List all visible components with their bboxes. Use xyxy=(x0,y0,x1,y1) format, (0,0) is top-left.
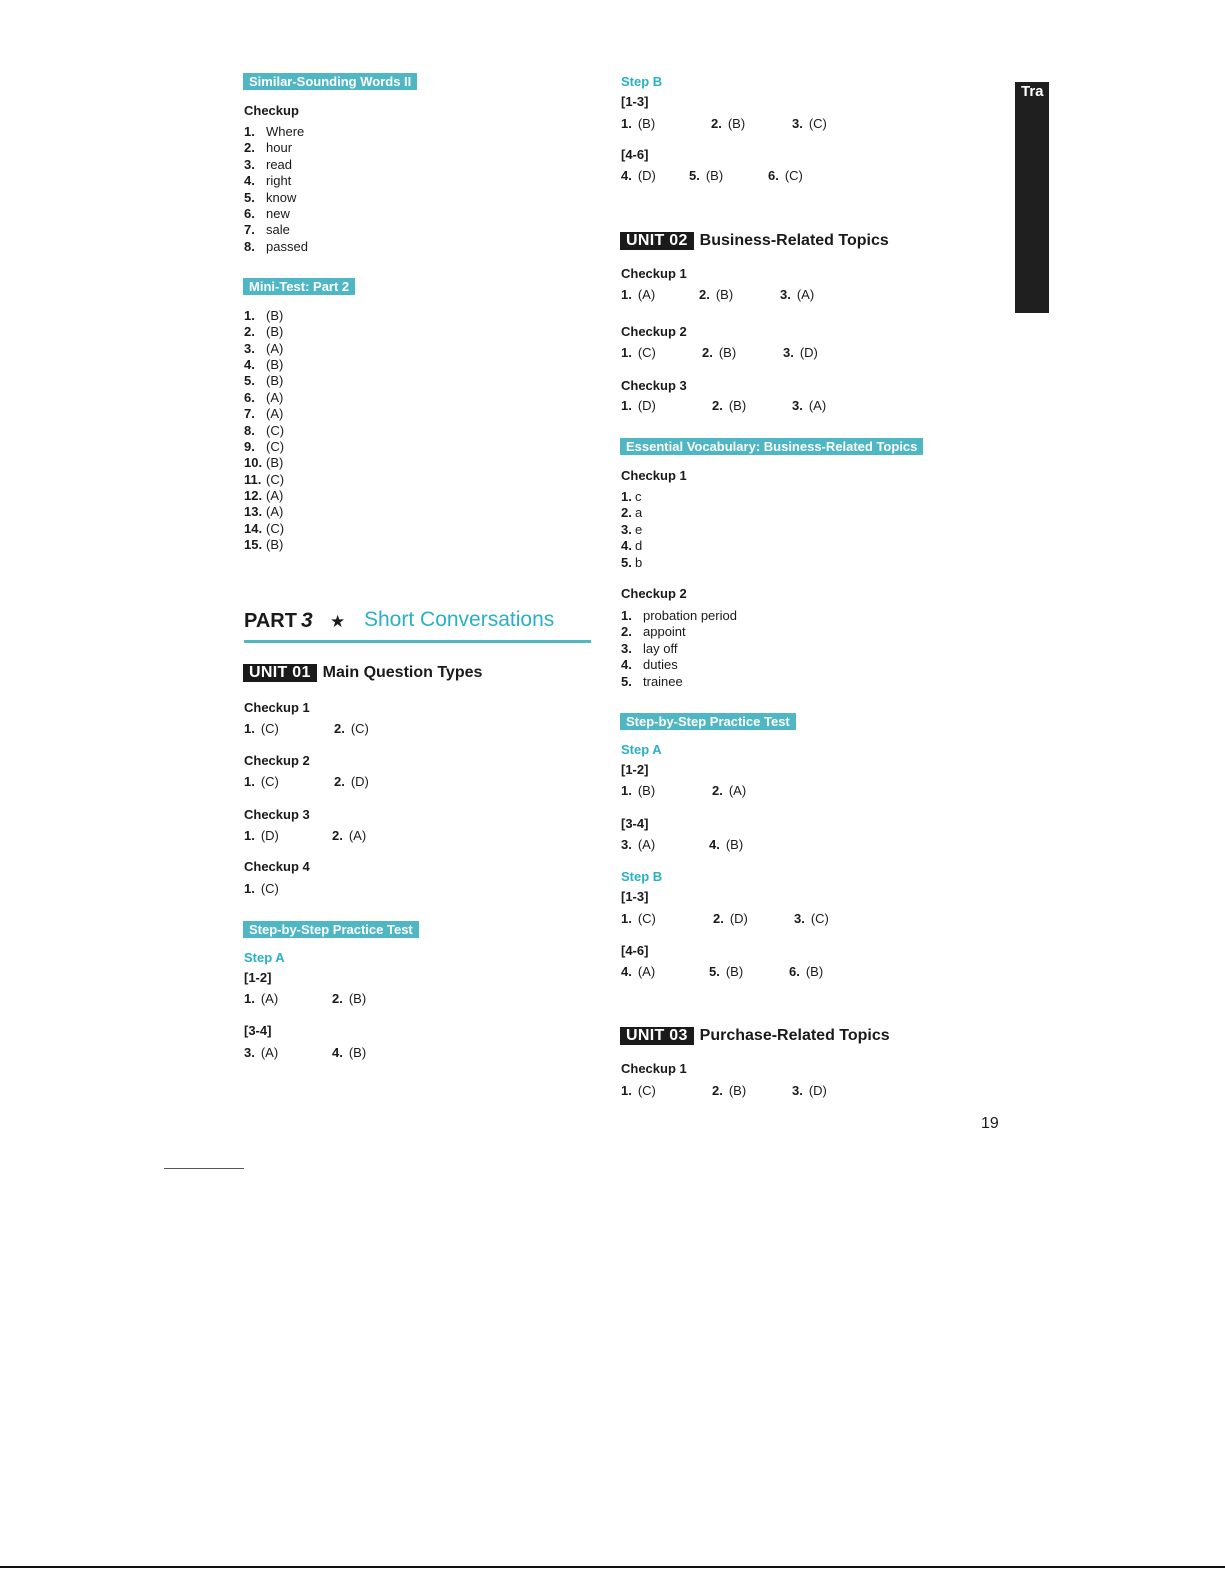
side-tab-label: Tra xyxy=(1021,83,1044,100)
answer-cell xyxy=(332,828,366,843)
list-item xyxy=(244,472,284,487)
answer-value: (C) xyxy=(260,774,279,789)
answer-value: (D) xyxy=(637,398,656,413)
item-value: (B) xyxy=(266,308,284,323)
answer-value: (B) xyxy=(718,345,737,360)
unit-01-title: Main Question Types xyxy=(322,664,483,681)
item-number: 6. xyxy=(244,389,255,405)
item-number: 1. xyxy=(244,308,255,323)
answer-number: 2. xyxy=(332,828,343,843)
item-number: 1. xyxy=(244,124,255,139)
vocab-checkup2-heading: Checkup 2 xyxy=(621,586,687,601)
answer-cell xyxy=(621,168,656,183)
answer-cell xyxy=(712,1083,746,1098)
item-number: 4. xyxy=(244,173,255,189)
answer-value: (C) xyxy=(350,721,369,736)
answer-cell xyxy=(621,116,655,131)
answer-number: 5. xyxy=(689,168,700,183)
u1-checkup3-heading: Checkup 3 xyxy=(244,807,310,822)
answer-value: (C) xyxy=(637,1083,656,1098)
item-value: (A) xyxy=(266,487,284,503)
item-value: (B) xyxy=(266,373,284,389)
answer-cell xyxy=(780,287,814,302)
list-item xyxy=(244,124,304,139)
answer-value: (A) xyxy=(260,1045,279,1060)
list-item xyxy=(244,190,296,205)
answer-cell xyxy=(712,398,746,413)
list-item xyxy=(244,488,283,503)
answer-value: (B) xyxy=(727,116,746,131)
answer-cell xyxy=(621,1083,656,1098)
answer-cell xyxy=(621,287,655,302)
answer-number: 1. xyxy=(244,881,255,896)
unit-02-title: Business-Related Topics xyxy=(699,232,889,249)
item-number: 8. xyxy=(244,238,255,254)
item-number: 7. xyxy=(244,406,255,422)
item-number: 6. xyxy=(244,206,255,221)
section-label-essential-vocabulary: Essential Vocabulary: Business-Related Topics xyxy=(620,438,923,455)
item-value: e xyxy=(635,521,643,537)
item-number: 3. xyxy=(244,156,255,172)
item-value: know xyxy=(266,189,297,205)
list-item xyxy=(621,555,642,570)
section-label-practice-test-u2: Step-by-Step Practice Test xyxy=(620,713,796,730)
item-number: 2. xyxy=(621,624,632,640)
answer-number: 5. xyxy=(709,964,720,979)
answer-value: (D) xyxy=(260,828,279,843)
list-item xyxy=(244,537,283,552)
item-number: 1. xyxy=(621,489,632,504)
item-value: appoint xyxy=(643,624,686,640)
answer-value: (B) xyxy=(728,1083,747,1098)
star-icon: ★ xyxy=(330,612,346,631)
item-value: new xyxy=(266,206,290,221)
item-value: lay off xyxy=(643,640,678,656)
list-item xyxy=(244,157,292,172)
item-number: 4. xyxy=(621,538,632,554)
list-item xyxy=(621,505,642,520)
answer-value: (D) xyxy=(729,911,748,926)
page-number: 19 xyxy=(981,1115,999,1132)
u1-range-1-2: [1-2] xyxy=(244,970,272,985)
item-number: 10. xyxy=(244,455,263,471)
answer-number: 1. xyxy=(244,721,255,736)
answer-value: (C) xyxy=(260,721,279,736)
item-number: 3. xyxy=(244,340,255,356)
answer-number: 2. xyxy=(334,721,345,736)
answer-number: 2. xyxy=(712,1083,723,1098)
item-number: 2. xyxy=(621,505,632,521)
item-number: 5. xyxy=(244,189,255,205)
item-value: (A) xyxy=(266,504,284,520)
range-4-6-top: [4-6] xyxy=(621,147,649,162)
answer-number: 2. xyxy=(702,345,713,360)
answer-number: 3. xyxy=(780,287,791,302)
list-item xyxy=(621,522,642,537)
item-value: c xyxy=(635,489,642,504)
list-item xyxy=(244,373,283,388)
item-number: 5. xyxy=(621,554,632,570)
u1-checkup2-heading: Checkup 2 xyxy=(244,753,310,768)
answer-cell xyxy=(792,1083,827,1098)
answer-cell xyxy=(712,783,746,798)
item-value: (C) xyxy=(266,422,285,438)
answer-cell xyxy=(621,783,655,798)
u1-checkup4-heading: Checkup 4 xyxy=(244,859,310,874)
item-number: 4. xyxy=(621,657,632,673)
item-number: 4. xyxy=(244,357,255,373)
item-value: d xyxy=(635,538,643,554)
answer-cell xyxy=(621,911,656,926)
item-value: (C) xyxy=(266,520,285,536)
item-value: (A) xyxy=(266,340,284,356)
checkup-heading: Checkup xyxy=(244,103,299,118)
item-number: 1. xyxy=(621,608,632,623)
answer-number: 1. xyxy=(621,287,632,302)
answer-number: 4. xyxy=(621,168,632,183)
item-number: 9. xyxy=(244,438,255,454)
answer-value: (B) xyxy=(715,287,734,302)
page-bottom-edge xyxy=(0,1566,1225,1568)
item-value: right xyxy=(266,173,292,189)
list-item xyxy=(244,140,292,155)
item-value: read xyxy=(266,156,293,172)
footer-divider xyxy=(164,1168,244,1169)
answer-cell xyxy=(621,964,655,979)
item-value: (C) xyxy=(266,438,285,454)
item-number: 2. xyxy=(244,324,255,340)
list-item xyxy=(244,521,284,536)
unit-01-heading xyxy=(243,664,482,682)
item-number: 15. xyxy=(244,537,263,553)
u2-checkup2-heading: Checkup 2 xyxy=(621,324,687,339)
answer-number: 2. xyxy=(711,116,722,131)
part-heading xyxy=(244,608,591,643)
item-value: (B) xyxy=(266,537,284,553)
answer-number: 3. xyxy=(792,1083,803,1098)
answer-value: (A) xyxy=(637,837,656,852)
answer-number: 1. xyxy=(621,911,632,926)
answer-number: 3. xyxy=(621,837,632,852)
list-item xyxy=(621,641,677,656)
answer-cell xyxy=(334,721,369,736)
item-value: passed xyxy=(266,238,308,254)
answer-number: 2. xyxy=(712,783,723,798)
answer-number: 4. xyxy=(621,964,632,979)
answer-value: (A) xyxy=(808,398,827,413)
list-item xyxy=(244,239,308,254)
u2-checkup1-heading: Checkup 1 xyxy=(621,266,687,281)
u2-range-4-6: [4-6] xyxy=(621,943,649,958)
answer-cell xyxy=(768,168,803,183)
answer-value: (B) xyxy=(637,116,656,131)
answer-number: 2. xyxy=(713,911,724,926)
item-number: 5. xyxy=(621,673,632,689)
item-value: (C) xyxy=(266,471,285,487)
answer-number: 2. xyxy=(334,774,345,789)
answer-cell xyxy=(244,774,279,789)
answer-value: (C) xyxy=(808,116,827,131)
side-tab xyxy=(1015,82,1049,313)
unit-03-box: UNIT 03 xyxy=(620,1027,694,1045)
item-value: sale xyxy=(266,222,290,238)
item-value: (B) xyxy=(266,455,284,471)
u3-checkup1-heading: Checkup 1 xyxy=(621,1061,687,1076)
u1-range-3-4: [3-4] xyxy=(244,1023,272,1038)
answer-value: (A) xyxy=(728,783,747,798)
item-value: trainee xyxy=(643,673,683,689)
unit-02-heading xyxy=(620,232,889,250)
u1-step-a: Step A xyxy=(244,950,285,965)
answer-number: 1. xyxy=(244,774,255,789)
u2-checkup3-heading: Checkup 3 xyxy=(621,378,687,393)
item-value: duties xyxy=(643,657,678,673)
unit-03-heading xyxy=(620,1027,890,1045)
answer-number: 1. xyxy=(244,991,255,1006)
unit-02-box: UNIT 02 xyxy=(620,232,694,250)
item-number: 13. xyxy=(244,504,263,520)
unit-01-box: UNIT 01 xyxy=(243,664,317,682)
answer-number: 3. xyxy=(794,911,805,926)
answer-value: (B) xyxy=(637,783,656,798)
answer-value: (A) xyxy=(637,964,656,979)
answer-value: (A) xyxy=(260,991,279,1006)
answer-value: (C) xyxy=(637,345,656,360)
answer-number: 3. xyxy=(792,398,803,413)
item-value: Where xyxy=(266,124,305,139)
u2-step-b: Step B xyxy=(621,869,663,884)
list-item xyxy=(244,455,283,470)
item-value: hour xyxy=(266,140,293,156)
list-item xyxy=(244,206,290,221)
answer-cell xyxy=(702,345,736,360)
answer-cell xyxy=(709,964,743,979)
answer-number: 1. xyxy=(244,828,255,843)
item-number: 7. xyxy=(244,222,255,238)
answer-value: (C) xyxy=(784,168,803,183)
answer-value: (A) xyxy=(796,287,815,302)
item-number: 14. xyxy=(244,520,263,536)
part-title: Short Conversations xyxy=(364,608,555,631)
answer-value: (B) xyxy=(348,1045,367,1060)
answer-cell xyxy=(621,345,656,360)
section-label-similar-sounding: Similar-Sounding Words II xyxy=(243,73,417,90)
u2-range-1-3: [1-3] xyxy=(621,889,649,904)
answer-number: 2. xyxy=(712,398,723,413)
section-label-mini-test: Mini-Test: Part 2 xyxy=(243,278,355,295)
answer-value: (D) xyxy=(799,345,818,360)
answer-number: 2. xyxy=(332,991,343,1006)
answer-cell xyxy=(621,837,655,852)
list-item xyxy=(244,357,283,372)
list-item xyxy=(244,308,283,323)
answer-number: 4. xyxy=(709,837,720,852)
item-number: 2. xyxy=(244,140,255,156)
answer-cell xyxy=(244,1045,278,1060)
list-item xyxy=(244,222,290,237)
answer-value: (B) xyxy=(705,168,724,183)
item-value: (B) xyxy=(266,324,284,340)
list-item xyxy=(244,324,283,339)
answer-cell xyxy=(711,116,745,131)
item-value: (A) xyxy=(266,406,284,422)
u2-range-3-4: [3-4] xyxy=(621,816,649,831)
answer-number: 1. xyxy=(621,783,632,798)
answer-number: 1. xyxy=(621,345,632,360)
answer-cell xyxy=(689,168,723,183)
answer-number: 6. xyxy=(768,168,779,183)
item-value: probation period xyxy=(643,608,737,623)
answer-cell xyxy=(621,398,656,413)
answer-number: 6. xyxy=(789,964,800,979)
answer-value: (D) xyxy=(808,1083,827,1098)
item-number: 11. xyxy=(244,471,262,487)
answer-value: (D) xyxy=(637,168,656,183)
answer-cell xyxy=(792,398,826,413)
list-item xyxy=(621,674,683,689)
item-value: b xyxy=(635,554,643,570)
answer-number: 3. xyxy=(244,1045,255,1060)
u2-step-a: Step A xyxy=(621,742,662,757)
list-item xyxy=(621,624,686,639)
answer-cell xyxy=(244,828,279,843)
list-item xyxy=(244,406,283,421)
part-word: PART xyxy=(244,610,297,632)
answer-cell xyxy=(789,964,823,979)
list-item xyxy=(244,439,284,454)
answer-number: 2. xyxy=(699,287,710,302)
answer-cell xyxy=(244,721,279,736)
answer-number: 1. xyxy=(621,398,632,413)
step-b-top: Step B xyxy=(621,74,663,89)
range-1-3-top: [1-3] xyxy=(621,94,649,109)
u2-range-1-2: [1-2] xyxy=(621,762,649,777)
list-item xyxy=(621,489,642,504)
answer-value: (A) xyxy=(348,828,367,843)
list-item xyxy=(244,173,291,188)
item-value: (B) xyxy=(266,357,284,373)
u1-checkup1-heading: Checkup 1 xyxy=(244,700,310,715)
answer-cell xyxy=(244,881,279,896)
part-number: 3 xyxy=(301,609,313,632)
item-number: 5. xyxy=(244,373,255,389)
item-number: 12. xyxy=(244,487,263,503)
vocab-checkup1-heading: Checkup 1 xyxy=(621,468,687,483)
answer-cell xyxy=(332,1045,366,1060)
item-number: 8. xyxy=(244,422,255,438)
answer-value: (C) xyxy=(810,911,829,926)
answer-cell xyxy=(783,345,818,360)
answer-cell xyxy=(244,991,278,1006)
answer-value: (D) xyxy=(350,774,369,789)
answer-cell xyxy=(699,287,733,302)
answer-value: (A) xyxy=(637,287,656,302)
list-item xyxy=(244,341,283,356)
answer-cell xyxy=(332,991,366,1006)
item-number: 3. xyxy=(621,521,632,537)
list-item xyxy=(621,608,737,623)
answer-value: (B) xyxy=(728,398,747,413)
answer-number: 4. xyxy=(332,1045,343,1060)
answer-cell xyxy=(713,911,748,926)
answer-value: (B) xyxy=(725,837,744,852)
answer-cell xyxy=(794,911,829,926)
unit-03-title: Purchase-Related Topics xyxy=(699,1027,890,1044)
item-value: a xyxy=(635,505,643,521)
list-item xyxy=(621,538,642,553)
list-item xyxy=(621,657,678,672)
answer-value: (C) xyxy=(260,881,279,896)
answer-number: 1. xyxy=(621,1083,632,1098)
answer-value: (C) xyxy=(637,911,656,926)
answer-number: 1. xyxy=(621,116,632,131)
list-item xyxy=(244,504,283,519)
item-number: 3. xyxy=(621,640,632,656)
answer-number: 3. xyxy=(783,345,794,360)
item-value: (A) xyxy=(266,389,284,405)
list-item xyxy=(244,423,284,438)
answer-cell xyxy=(334,774,369,789)
answer-cell xyxy=(792,116,827,131)
answer-number: 3. xyxy=(792,116,803,131)
answer-value: (B) xyxy=(725,964,744,979)
answer-value: (B) xyxy=(348,991,367,1006)
answer-cell xyxy=(709,837,743,852)
list-item xyxy=(244,390,283,405)
answer-value: (B) xyxy=(805,964,824,979)
section-label-practice-test: Step-by-Step Practice Test xyxy=(243,921,419,938)
